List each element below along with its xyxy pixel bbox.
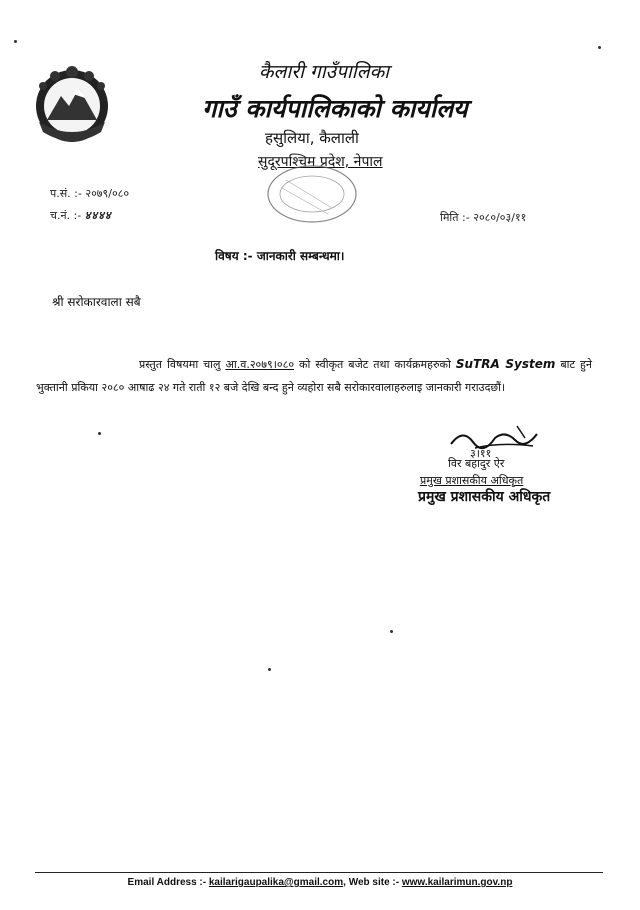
recipient: श्री सरोकारवाला सबै	[52, 295, 141, 309]
signatory-name: विर बहादुर ऐर	[448, 457, 505, 470]
scan-speck	[598, 46, 601, 49]
letter-date	[440, 210, 526, 225]
website-link[interactable]: www.kailarimun.gov.np	[401, 877, 513, 888]
footer-separator: ,	[343, 877, 346, 888]
email-link[interactable]: kailarigaupalika@gmail.com	[208, 877, 344, 888]
scan-speck	[98, 432, 101, 435]
footer-divider	[35, 872, 603, 873]
office-stamp-icon	[262, 160, 362, 225]
subject-line	[215, 247, 344, 264]
date-label: मिति :-	[440, 211, 470, 224]
handwritten-signature-icon	[445, 420, 545, 460]
signature-number: ३।११	[470, 447, 492, 460]
body-part-1: प्रस्तुत विषयमा चालु	[139, 358, 221, 371]
letter-body	[36, 353, 592, 399]
signatory-title: प्रमुख प्रशासकीय अधिकृत	[420, 474, 524, 487]
website-label: Web site :-	[348, 877, 400, 888]
dispatch-value: ४४४४	[84, 209, 112, 222]
scan-speck	[14, 40, 17, 43]
reference-label: प.सं. :-	[50, 187, 82, 200]
date-value: २०८०/०३/११	[473, 211, 527, 224]
reference-number	[50, 186, 129, 201]
body-sutra-system: SuTRA System	[455, 357, 556, 371]
footer-contact	[0, 877, 640, 888]
dispatch-number	[50, 208, 112, 223]
signatory-title-stamp: प्रमुख प्रशासकीय अधिकृत	[418, 489, 551, 505]
scan-speck	[268, 668, 271, 671]
subject-label: विषय :-	[215, 249, 253, 263]
address-line-2: सुदूरपश्चिम प्रदेश, नेपाल	[258, 154, 383, 170]
scan-speck	[390, 630, 393, 633]
dispatch-label: च.नं. :-	[50, 209, 82, 222]
body-fiscal-year: आ.व.२०७९।०८०	[225, 358, 295, 371]
email-label: Email Address :-	[127, 877, 207, 888]
address-line-1: हसुलिया, कैलाली	[265, 129, 359, 147]
reference-value: २०७९/०८०	[85, 187, 130, 200]
body-part-2: को स्वीकृत बजेट तथा कार्यक्रमहरुको	[299, 358, 451, 371]
municipality-name: कैलारी गाउँपालिका	[258, 61, 390, 83]
subject-value: जानकारी सम्बन्धमा।	[256, 249, 345, 263]
office-name: गाउँ कार्यपालिकाको कार्यालय	[202, 94, 468, 123]
body-part-3: बाट हुने भुक्तानी प्रकिया २०८० आषाढ २४ गते राती १२ बजे देखि बन्द हुने व्यहोरा सबै सरोकारवालाहरुलाइ जानकारी गराउदछौं।	[36, 358, 593, 394]
